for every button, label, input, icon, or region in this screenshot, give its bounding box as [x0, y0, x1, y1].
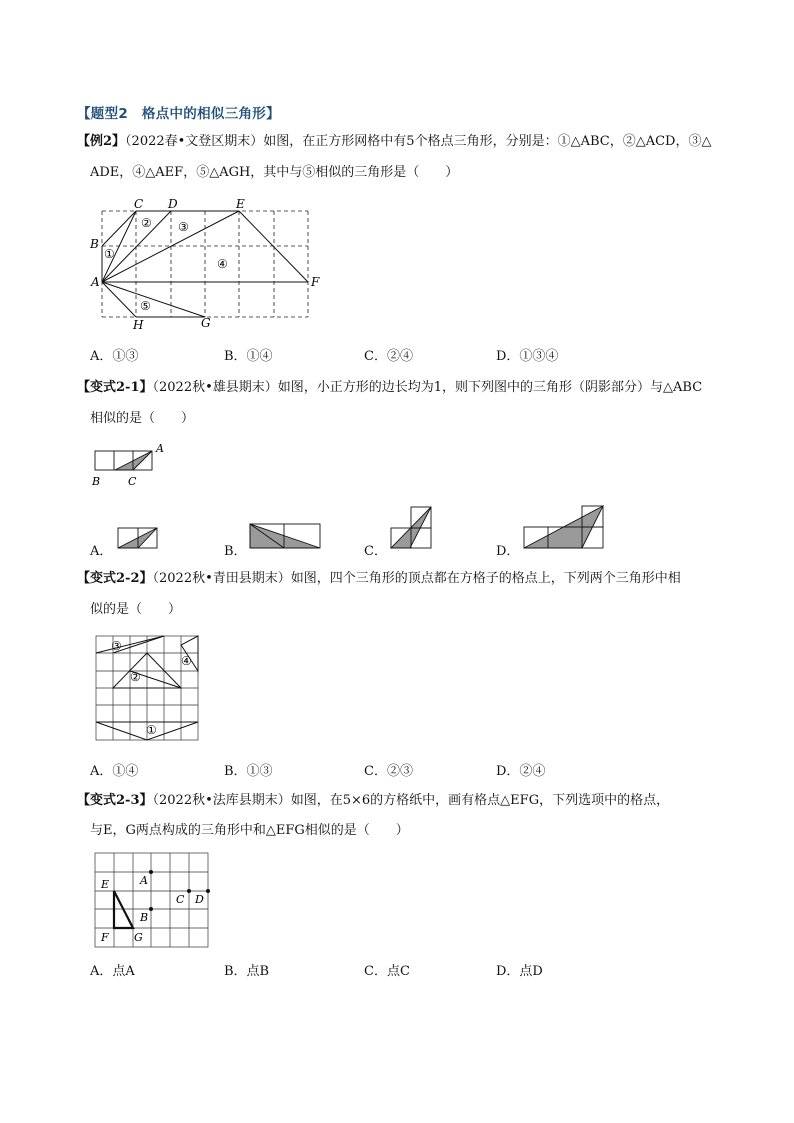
q2-tag: 【变式2-1】	[77, 380, 153, 395]
q4-stem-line2: 与E，G两点构成的三角形中和△EFG相似的是（ ）	[90, 823, 409, 838]
q2-option-a-figure	[112, 522, 160, 552]
q1-label-G: G	[201, 316, 211, 330]
q3-region-2: ②	[130, 670, 141, 684]
q1-stem-line2: ADE，④△AEF，⑤△AGH，其中与⑤相似的三角形是（ ）	[90, 165, 459, 180]
q2-option-c-figure	[385, 503, 435, 553]
q2-figure	[85, 440, 170, 492]
q2-option-b[interactable]: B．	[224, 544, 247, 559]
q1-text1: （2022春•文登区期末）如图，在正方形网格中有5个格点三角形，分别是：①△ABC，②△ACD，③△	[125, 134, 712, 149]
q3-option-a[interactable]: A．①④	[90, 764, 139, 779]
q2-stem-line2: 相似的是（ ）	[90, 411, 195, 426]
q2-label-C: C	[128, 475, 137, 488]
q1-figure	[84, 192, 334, 334]
q1-option-c[interactable]: C．②④	[364, 349, 413, 364]
q1-label-F: F	[311, 275, 320, 289]
q2-label-A: A	[156, 442, 164, 455]
q3-text1: （2022秋•青田县期末）如图，四个三角形的顶点都在方格子的格点上，下列两个三角形中相	[152, 571, 681, 586]
q3-tag: 【变式2-2】	[77, 571, 153, 586]
q1-option-b[interactable]: B．①④	[224, 349, 273, 364]
q2-stem-line1	[77, 378, 702, 398]
q1-label-D: D	[168, 197, 178, 211]
q1-region-3: ③	[178, 220, 189, 234]
q1-region-1: ①	[104, 247, 115, 261]
q1-label-A: A	[91, 275, 100, 289]
q4-label-C: C	[176, 893, 185, 906]
q3-stem-line2: 似的是（ ）	[90, 602, 182, 617]
q2-option-a[interactable]: A．	[90, 544, 113, 559]
q3-region-3: ③	[111, 639, 122, 653]
q2-option-b-figure	[245, 520, 325, 552]
q4-figure	[88, 848, 213, 952]
q1-option-a[interactable]: A．①③	[90, 349, 139, 364]
q1-region-2: ②	[141, 216, 152, 230]
q1-tag: 【例2】	[77, 134, 126, 149]
q4-stem-line1	[77, 791, 669, 811]
q4-option-c[interactable]: C．点C	[364, 964, 410, 979]
q4-option-b[interactable]: B．点B	[224, 964, 270, 979]
q4-label-E: E	[101, 878, 110, 891]
q2-label-B: B	[92, 475, 101, 488]
q4-tag: 【变式2-3】	[77, 793, 153, 808]
q4-option-a[interactable]: A．点A	[90, 964, 135, 979]
q2-option-d[interactable]: D．	[496, 544, 520, 559]
q4-label-D: D	[195, 893, 204, 906]
q3-option-b[interactable]: B．①③	[224, 764, 273, 779]
q2-text1: （2022秋•雄县期末）如图，小正方形的边长均为1，则下列图中的三角形（阴影部分）与△ABC	[152, 380, 703, 395]
q3-region-4: ④	[181, 654, 192, 668]
q1-label-H: H	[133, 318, 144, 332]
q4-text1: （2022秋•法库县期末）如图，在5×6的方格纸中，画有格点△EFG，下列选项中的格点，	[152, 793, 670, 808]
q3-figure	[90, 630, 205, 746]
q4-label-A: A	[140, 874, 148, 887]
q4-label-F: F	[101, 931, 109, 944]
q4-label-B: B	[140, 911, 149, 924]
q1-stem-line1	[77, 132, 711, 152]
q3-region-1: ①	[146, 723, 157, 737]
q2-option-d-figure	[518, 502, 606, 552]
q1-region-4: ④	[217, 257, 228, 271]
q1-option-d[interactable]: D．①③④	[496, 349, 559, 364]
q3-option-d[interactable]: D．②④	[496, 764, 546, 779]
q3-stem-line1	[77, 569, 681, 589]
q2-option-c[interactable]: C．	[364, 544, 387, 559]
q1-label-B: B	[90, 237, 99, 251]
q1-region-5: ⑤	[140, 299, 151, 313]
q3-option-c[interactable]: C．②③	[364, 764, 413, 779]
q1-label-E: E	[236, 197, 245, 211]
q4-label-G: G	[134, 931, 143, 944]
q4-option-d[interactable]: D．点D	[496, 964, 543, 979]
section-title: 【题型2 格点中的相似三角形】	[77, 106, 280, 122]
q1-label-C: C	[134, 197, 144, 211]
